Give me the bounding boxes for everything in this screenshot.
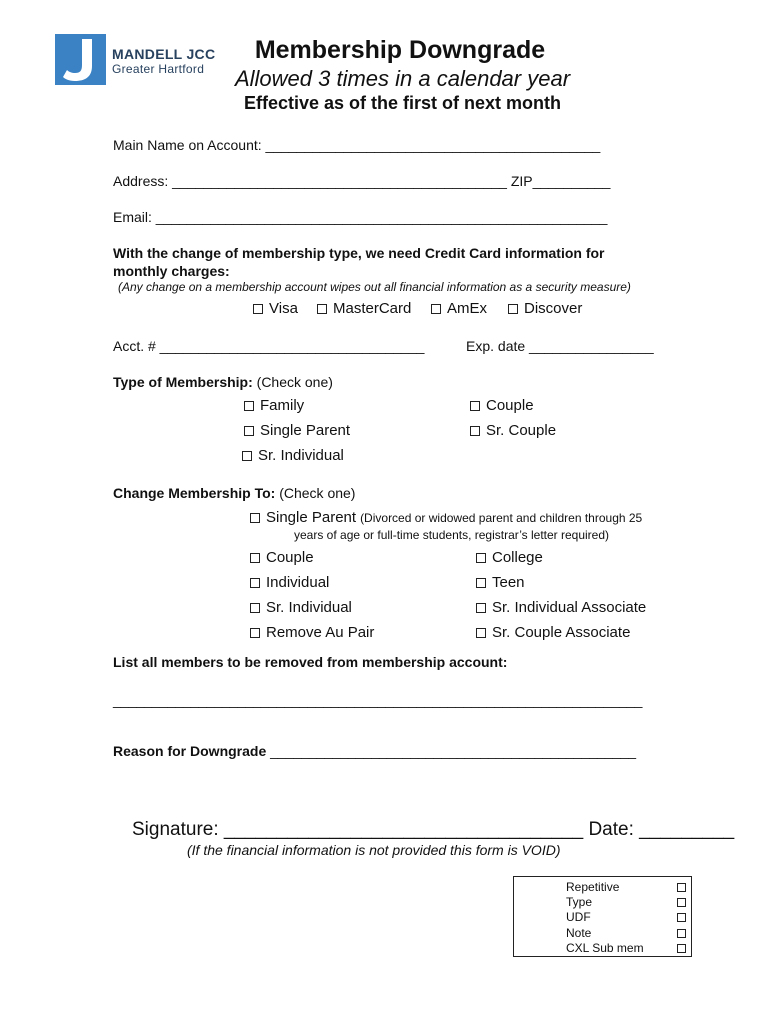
- new-type-sr-individual-associate[interactable]: Sr. Individual Associate: [476, 599, 646, 616]
- checkbox[interactable]: [470, 426, 480, 436]
- logo-subtitle: Greater Hartford: [112, 62, 205, 76]
- remove-members-label: List all members to be removed from membership account:: [113, 654, 508, 670]
- card-option-visa[interactable]: Visa: [253, 300, 298, 317]
- address-field[interactable]: Address: ___________________________________________ ZIP__________: [113, 173, 611, 189]
- office-use-box: [513, 876, 692, 957]
- new-type-remove-au-pair[interactable]: Remove Au Pair: [250, 624, 374, 641]
- checkbox[interactable]: [253, 304, 263, 314]
- signature-date-field[interactable]: Signature: __________________________________ Date: _________: [132, 819, 735, 840]
- checkbox[interactable]: [250, 553, 260, 563]
- acct-number-field[interactable]: Acct. # __________________________________: [113, 338, 425, 354]
- single-parent-note: years of age or full-time students, registrar’s letter required): [294, 528, 610, 542]
- current-type-couple[interactable]: Couple: [470, 397, 534, 414]
- void-note: (If the financial information is not provided this form is VOID): [187, 842, 561, 858]
- checkbox[interactable]: [431, 304, 441, 314]
- reason-field[interactable]: Reason for Downgrade _______________________________________________: [113, 743, 637, 759]
- security-note: (Any change on a membership account wipes out all financial information as a security measure): [118, 280, 631, 294]
- form-title: Membership Downgrade: [254, 36, 546, 64]
- credit-notice-line2: monthly charges:: [113, 263, 230, 279]
- checkbox[interactable]: [677, 944, 686, 953]
- office-item-cxl-sub-mem[interactable]: CXL Sub mem: [566, 941, 686, 955]
- logo-name: MANDELL JCC: [112, 46, 216, 62]
- office-item-type[interactable]: Type: [566, 895, 686, 909]
- current-type-sr-individual[interactable]: Sr. Individual: [242, 447, 344, 464]
- card-option-mastercard[interactable]: MasterCard: [317, 300, 411, 317]
- exp-date-field[interactable]: Exp. date ________________: [466, 338, 654, 354]
- checkbox[interactable]: [677, 883, 686, 892]
- checkbox[interactable]: [470, 401, 480, 411]
- main-name-field[interactable]: Main Name on Account: ___________________________________________: [113, 137, 601, 153]
- office-item-udf[interactable]: UDF: [566, 910, 686, 924]
- current-type-single-parent[interactable]: Single Parent: [244, 422, 350, 439]
- checkbox[interactable]: [476, 553, 486, 563]
- checkbox[interactable]: [250, 603, 260, 613]
- checkbox[interactable]: [250, 513, 260, 523]
- checkbox[interactable]: [476, 628, 486, 638]
- office-item-note[interactable]: Note: [566, 926, 686, 940]
- checkbox[interactable]: [250, 578, 260, 588]
- form-subtitle: Allowed 3 times in a calendar year: [234, 66, 571, 91]
- checkbox[interactable]: [508, 304, 518, 314]
- credit-notice-line1: With the change of membership type, we need Credit Card information for: [113, 245, 605, 261]
- checkbox[interactable]: [677, 929, 686, 938]
- effective-note: Effective as of the first of next month: [243, 93, 562, 113]
- new-type-sr-couple-associate[interactable]: Sr. Couple Associate: [476, 624, 630, 641]
- current-type-family[interactable]: Family: [244, 397, 304, 414]
- type-of-membership-heading: Type of Membership: (Check one): [113, 374, 333, 390]
- checkbox[interactable]: [244, 401, 254, 411]
- checkbox[interactable]: [250, 628, 260, 638]
- checkbox[interactable]: [476, 578, 486, 588]
- new-type-single-parent[interactable]: Single Parent (Divorced or widowed parent and children through 25: [250, 509, 642, 526]
- new-type-couple[interactable]: Couple: [250, 549, 314, 566]
- email-field[interactable]: Email: __________________________________________________________: [113, 209, 608, 225]
- checkbox[interactable]: [317, 304, 327, 314]
- card-option-discover[interactable]: Discover: [508, 300, 582, 317]
- checkbox[interactable]: [242, 451, 252, 461]
- checkbox[interactable]: [476, 603, 486, 613]
- change-membership-heading: Change Membership To: (Check one): [113, 485, 356, 501]
- current-type-sr-couple[interactable]: Sr. Couple: [470, 422, 556, 439]
- remove-members-line[interactable]: ____________________________________________________________________: [113, 692, 643, 708]
- new-type-individual[interactable]: Individual: [250, 574, 329, 591]
- checkbox[interactable]: [677, 898, 686, 907]
- checkbox[interactable]: [677, 913, 686, 922]
- checkbox[interactable]: [244, 426, 254, 436]
- new-type-college[interactable]: College: [476, 549, 543, 566]
- new-type-sr-individual[interactable]: Sr. Individual: [250, 599, 352, 616]
- card-option-amex[interactable]: AmEx: [431, 300, 487, 317]
- new-type-teen[interactable]: Teen: [476, 574, 525, 591]
- office-item-repetitive[interactable]: Repetitive: [566, 880, 686, 894]
